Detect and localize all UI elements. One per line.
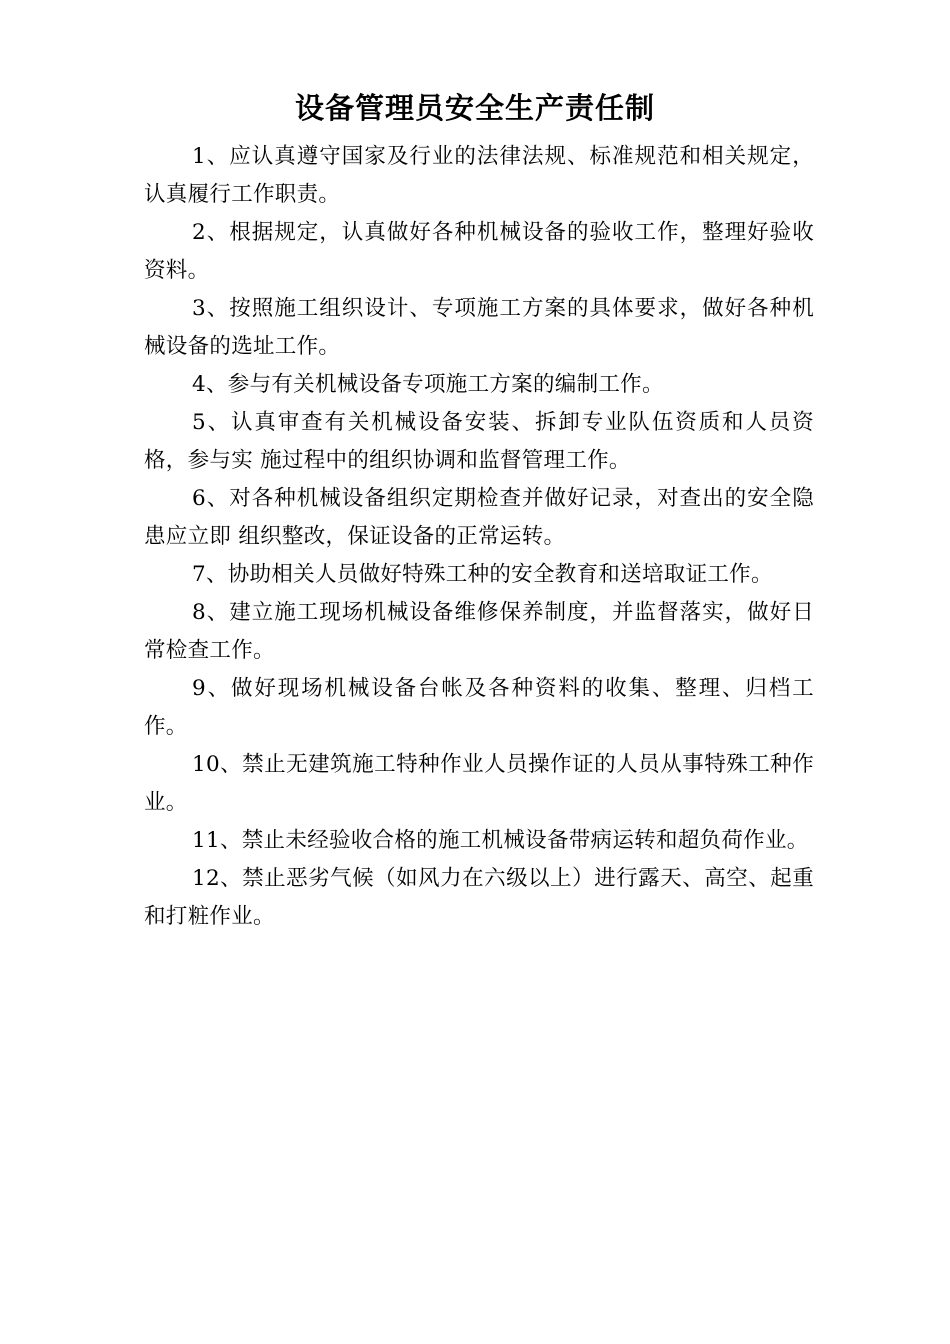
- paragraph-5: 5、认真审查有关机械设备安装、拆卸专业队伍资质和人员资格，参与实 施过程中的组织协调和监督管理工作。: [144, 410, 814, 473]
- paragraph-4: 4、参与有关机械设备专项施工方案的编制工作。: [192, 372, 664, 397]
- document-body: [144, 138, 814, 936]
- paragraph-3: 3、按照施工组织设计、专项施工方案的具体要求，做好各种机械设备的选址工作。: [144, 296, 814, 359]
- paragraph-11: 11、禁止未经验收合格的施工机械设备带病运转和超负荷作业。: [192, 828, 809, 853]
- document-title: 设备管理员安全生产责任制: [294, 91, 655, 125]
- paragraph-6: 6、对各种机械设备组织定期检查并做好记录，对查出的安全隐患应立即 组织整改，保证设备的正常运转。: [144, 486, 814, 549]
- paragraph-8: 8、建立施工现场机械设备维修保养制度，并监督落实，做好日常检查工作。: [144, 600, 814, 663]
- paragraph-1: 1、应认真遵守国家及行业的法律法规、标准规范和相关规定，认真履行工作职责。: [144, 144, 814, 207]
- paragraph-9: 9、做好现场机械设备台帐及各种资料的收集、整理、归档工作。: [144, 676, 814, 739]
- paragraph-7: 7、协助相关人员做好特殊工种的安全教育和送培取证工作。: [192, 562, 773, 587]
- paragraph-2: 2、根据规定，认真做好各种机械设备的验收工作，整理好验收资料。: [144, 220, 814, 283]
- paragraph-12: 12、禁止恶劣气候（如风力在六级以上）进行露天、高空、起重和打粧作业。: [144, 866, 814, 929]
- paragraph-10: 10、禁止无建筑施工特种作业人员操作证的人员从事特殊工种作业。: [144, 752, 814, 815]
